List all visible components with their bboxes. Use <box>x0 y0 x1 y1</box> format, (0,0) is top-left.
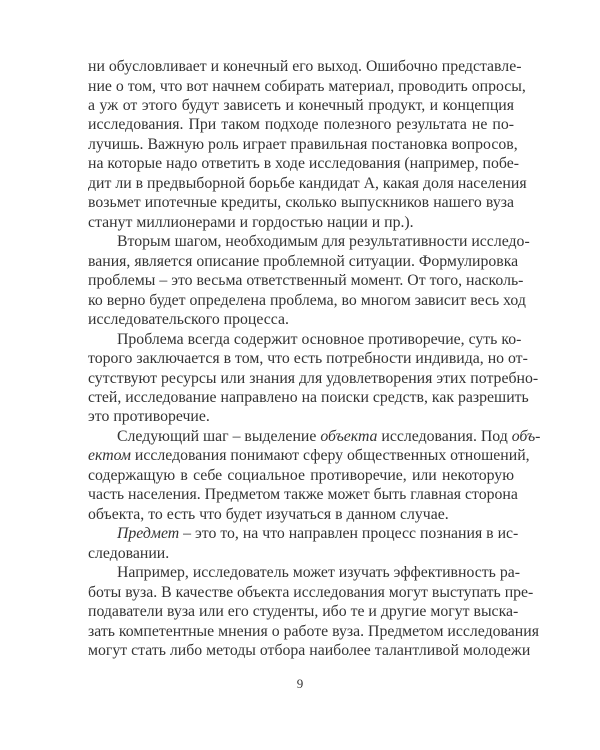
text-line: исследования. При таком подходе полезного результата не по- <box>88 116 514 134</box>
text-line: содержащую в себе социальное противоречие, или некоторую <box>88 466 514 484</box>
text-line: торого заключается в том, что есть потребности индивида, но от- <box>88 350 528 367</box>
text-line: подаватели вуза или его студенты, ибо те и другие могут выска- <box>88 603 519 621</box>
text-line: могут стать либо методы отбора наиболее талантливой молодежи <box>88 642 531 659</box>
text-line: проблемы – это весьма ответственный момент. От того, насколь- <box>88 272 524 290</box>
text-run: исследования. Под <box>377 427 512 445</box>
text-line: часть населения. Предметом также может быть главная сторона <box>88 486 518 504</box>
italic-term-object: объекта <box>320 427 378 445</box>
page-number: 9 <box>296 676 304 691</box>
text-line: боты вуза. В качестве объекта исследования могут выступать пре- <box>88 583 534 601</box>
text-line: следовании. <box>88 544 170 562</box>
text-line: сутствуют ресурсы или знания для удовлетворения этих потребно- <box>88 369 539 387</box>
text-line: вания, является описание проблемной ситуации. Формулировка <box>88 252 519 270</box>
text-line: лучишь. Важную роль играет правильная постановка вопросов, <box>88 135 518 153</box>
text-line: зать компетентные мнения о работе вуза. Предметом исследования <box>88 622 539 640</box>
italic-term-object-hyphen: объ- <box>511 427 541 445</box>
text-line: ние о том, что вот начнем собирать материал, проводить опросы, <box>88 77 526 95</box>
text-run: Следующий шаг – выделение <box>117 427 321 445</box>
text-run: исследования понимают сферу общественных отношений, <box>130 447 530 465</box>
text-line: ко верно будет определена проблема, во многом зависит весь ход <box>88 291 526 309</box>
text-line: объекта, то есть что будет изучаться в данном случае. <box>88 505 449 523</box>
text-line: стей, исследование направлено на поиски средств, как разрешить <box>88 388 529 406</box>
text-run: – это то, на что направлен процесс познания в ис- <box>179 525 519 543</box>
text-line: это противоречие. <box>88 408 210 426</box>
paragraph-first-line: Проблема всегда содержит основное противоречие, суть ко- <box>117 330 522 348</box>
text-line: исследовательского процесса. <box>88 311 289 329</box>
paragraph-first-line: Например, исследователь может изучать эффективность ра- <box>117 564 521 582</box>
text-line: дит ли в предвыборной борьбе кандидат А, какая доля населения <box>88 174 527 192</box>
text-line: возьмет ипотечные кредиты, сколько выпускников нашего вуза <box>88 194 514 212</box>
italic-term-subject: Предмет <box>117 525 180 543</box>
text-line: станут миллионерами и гордостью нации и пр.). <box>88 213 414 231</box>
text-line: на которые надо ответить в ходе исследования (например, побе- <box>88 155 519 173</box>
text-line: ни обусловливает и конечный его выход. Ошибочно представле- <box>88 58 522 75</box>
italic-term-object-end: ектом <box>88 447 131 465</box>
paragraph-first-line: Вторым шагом, необходимым для результативности исследо- <box>117 233 530 251</box>
text-line: а уж от этого будут зависеть и конечный продукт, и концепция <box>88 96 514 114</box>
